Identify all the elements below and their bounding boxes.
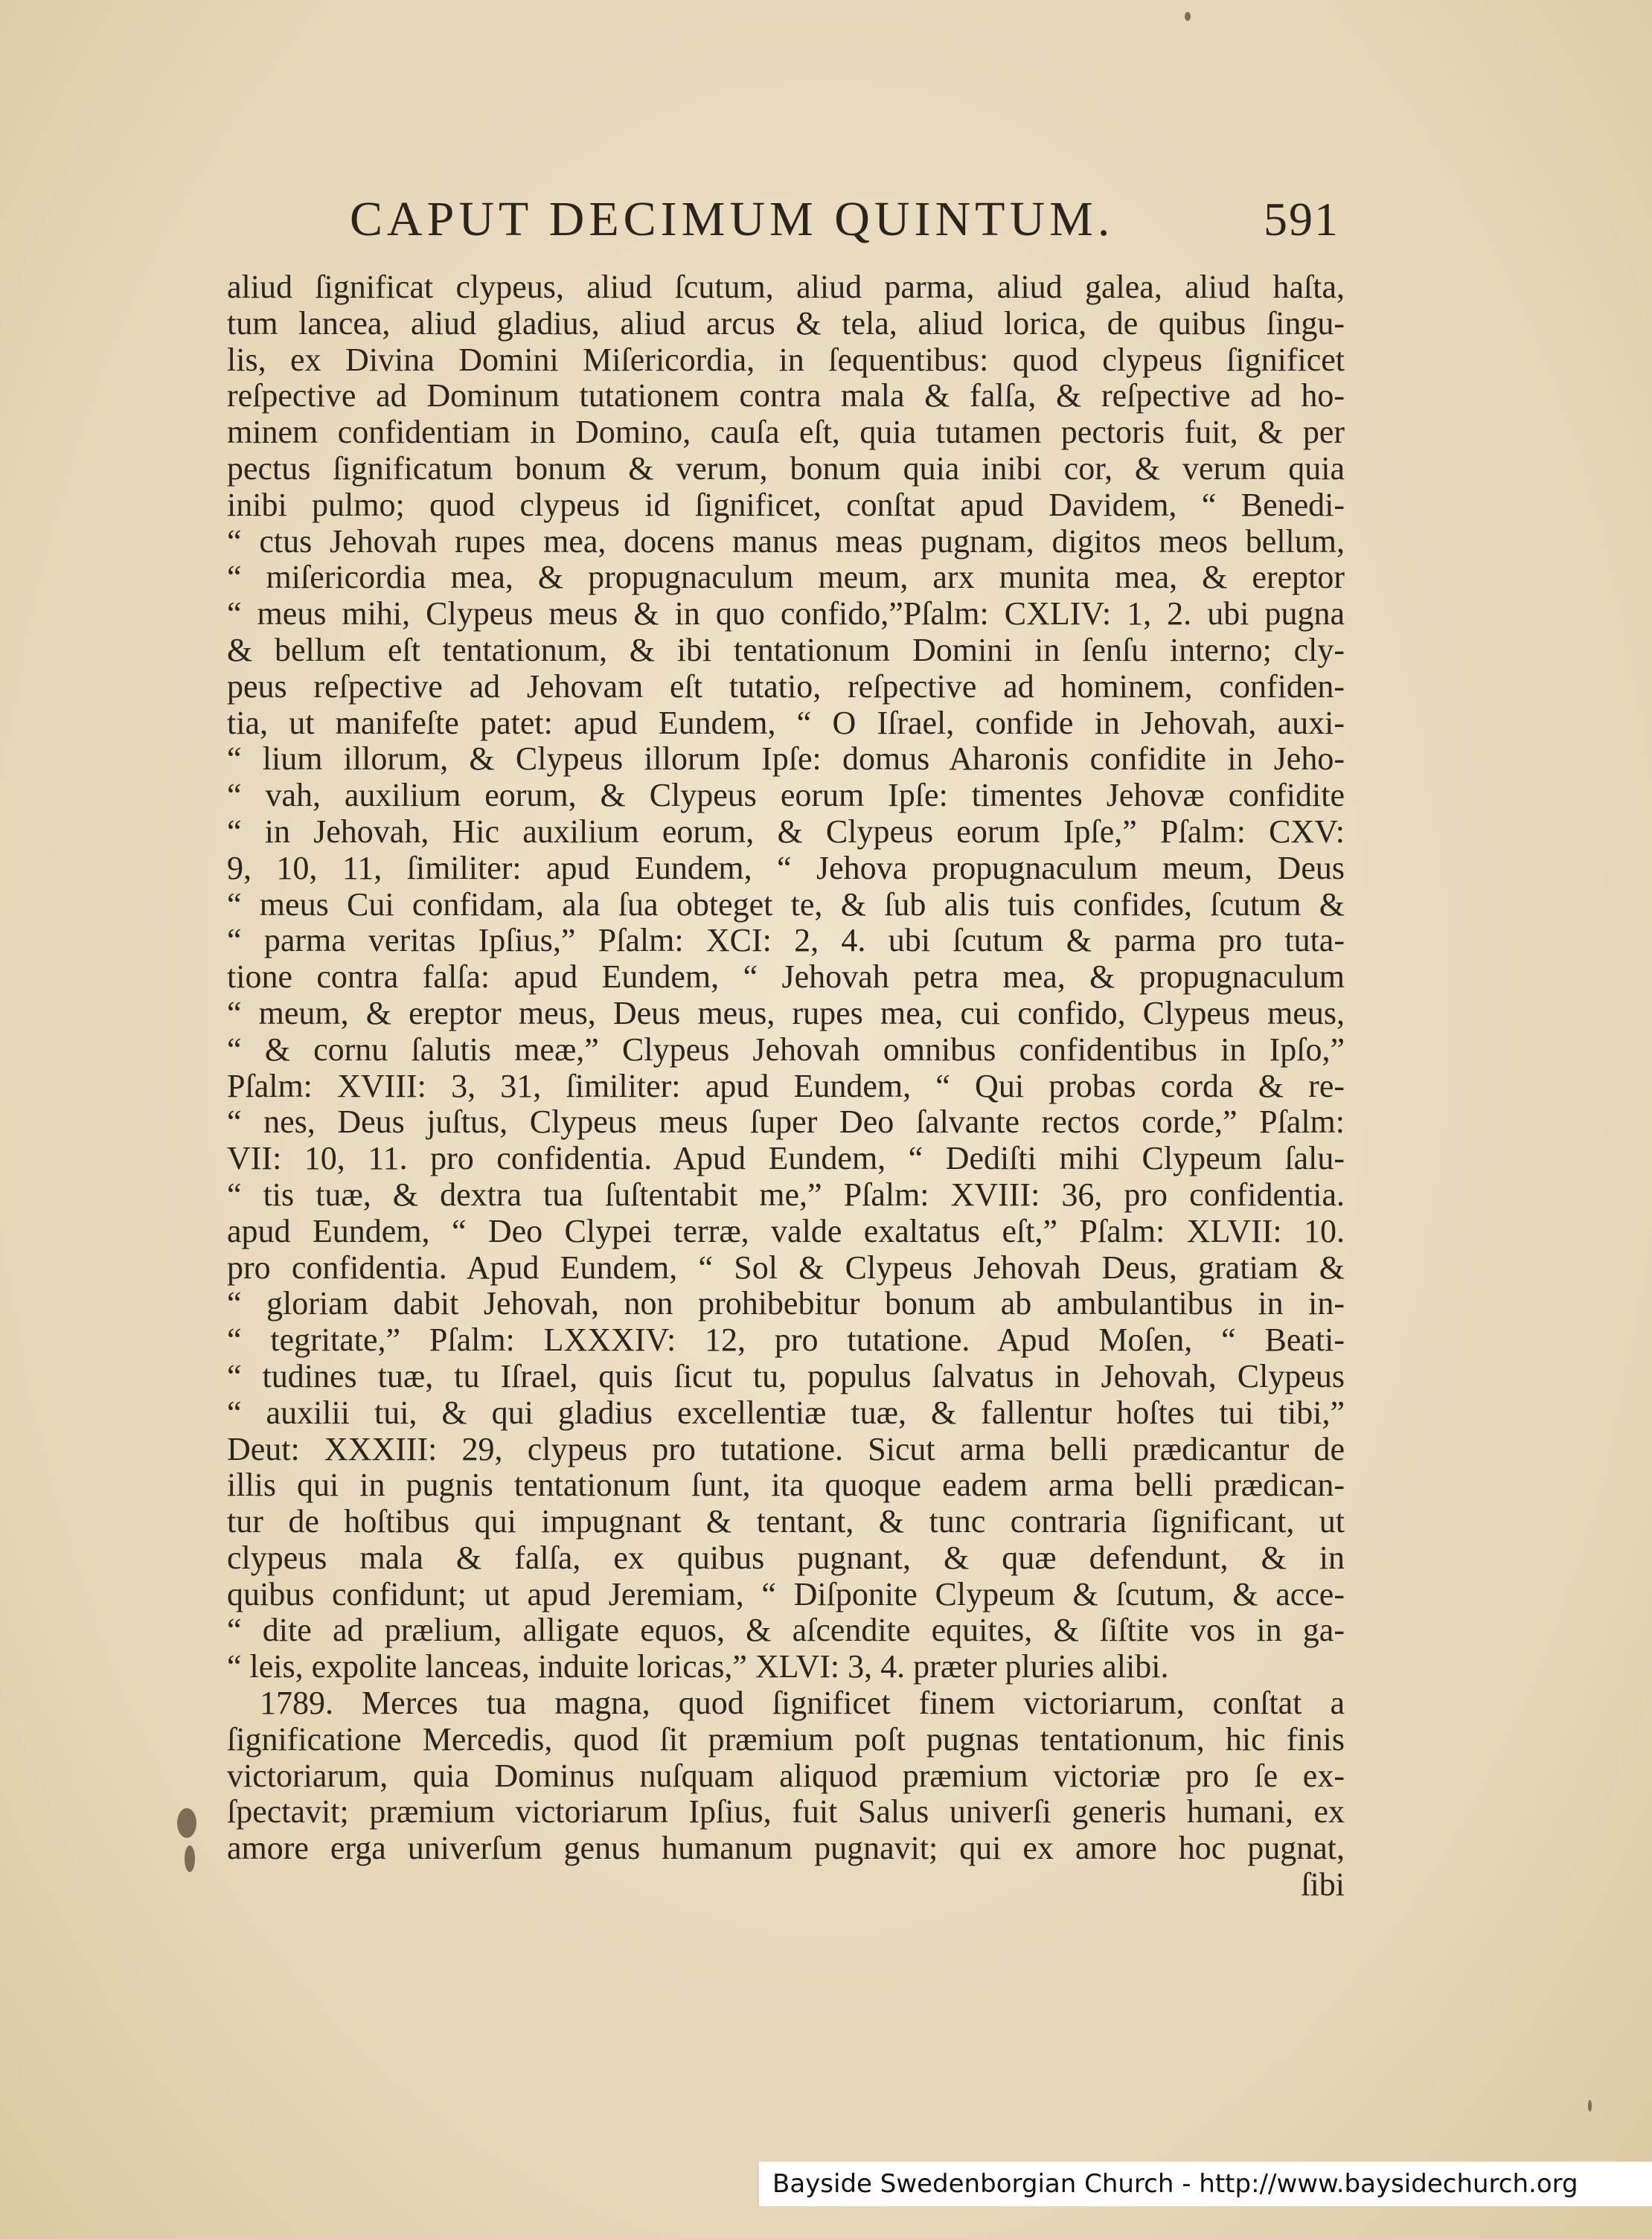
text-line: “ & cornu ſalutis meæ,” Clypeus Jehovah omnibus confidentibus in Ipſo,”	[227, 1031, 1345, 1068]
text-line: pectus ſignificatum bonum & verum, bonum quia inibi cor, & verum quia	[227, 450, 1345, 487]
page-header	[223, 186, 1339, 253]
ink-blot	[185, 1845, 195, 1872]
text-line: “ tudines tuæ, tu Iſrael, quis ſicut tu, populus ſalvatus in Jehovah, Clypeus	[227, 1358, 1345, 1394]
text-line: reſpective ad Dominum tutationem contra mala & falſa, & reſpective ad ho-	[227, 378, 1345, 414]
text-line: “ miſericordia mea, & propugnaculum meum, arx munita mea, & ereptor	[227, 560, 1345, 596]
text-line: “ meus Cui confidam, ala ſua obteget te, & ſub alis tuis confides, ſcutum &	[227, 886, 1345, 923]
running-head: CAPUT DECIMUM QUINTUM.	[350, 192, 1115, 246]
ink-speck	[1185, 12, 1191, 21]
text-line: minem confidentiam in Domino, cauſa eſt, quia tutamen pectoris fuit, & per	[227, 414, 1345, 451]
text-line: VII: 10, 11. pro confidentia. Apud Eundem, “ Dediſti mihi Clypeum ſalu-	[227, 1141, 1345, 1177]
text-line: “ parma veritas Ipſius,” Pſalm: XCI: 2, 4. ubi ſcutum & parma pro tuta-	[227, 923, 1345, 959]
text-line: Pſalm: XVIII: 3, 31, ſimiliter: apud Eundem, “ Qui probas corda & re-	[227, 1068, 1345, 1104]
text-line: “ gloriam dabit Jehovah, non prohibebitur bonum ab ambulantibus in in-	[227, 1286, 1345, 1322]
text-line: “ meus mihi, Clypeus meus & in quo confido,”Pſalm: CXLIV: 1, 2. ubi pugna	[227, 596, 1345, 632]
text-line: “ vah, auxilium eorum, & Clypeus eorum Ipſe: timentes Jehovæ confidite	[227, 778, 1345, 814]
text-line: quibus confidunt; ut apud Jeremiam, “ Diſponite Clypeum & ſcutum, & acce-	[227, 1576, 1345, 1612]
text-line: victoriarum, quia Dominus nuſquam aliquod præmium victoriæ pro ſe ex-	[227, 1758, 1345, 1794]
text-line: “ leis, expolite lanceas, induite loricas,” XLVI: 3, 4. præter pluries alibi.	[227, 1649, 1169, 1685]
text-line: tum lancea, aliud gladius, aliud arcus & tela, aliud lorica, de quibus ſingu-	[227, 305, 1345, 342]
text-line: “ tegritate,” Pſalm: LXXXIV: 12, pro tutatione. Apud Moſen, “ Beati-	[227, 1322, 1345, 1359]
text-line: “ meum, & ereptor meus, Deus meus, rupes mea, cui confido, Clypeus meus,	[227, 995, 1345, 1031]
text-line: tur de hoſtibus qui impugnant & tentant, & tunc contraria ſignificant, ut	[227, 1504, 1345, 1540]
text-line: illis qui in pugnis tentationum ſunt, ita quoque eadem arma belli prædican-	[227, 1467, 1345, 1504]
body-text	[227, 269, 1345, 1903]
watermark-text: Bayside Swedenborgian Church - http://www.baysidechurch.org	[772, 2169, 1578, 2199]
text-line: apud Eundem, “ Deo Clypei terræ, valde exaltatus eſt,” Pſalm: XLVII: 10.	[227, 1213, 1345, 1249]
text-line: “ ctus Jehovah rupes mea, docens manus meas pugnam, digitos meos bellum,	[227, 523, 1345, 560]
text-line: aliud ſignificat clypeus, aliud ſcutum, aliud parma, aliud galea, aliud haſta,	[227, 269, 1345, 305]
text-line: Deut: XXXIII: 29, clypeus pro tutatione. Sicut arma belli prædicantur de	[227, 1431, 1345, 1467]
text-line: 1789. Merces tua magna, quod ſignificet finem victoriarum, conſtat a	[260, 1685, 1345, 1722]
text-line: tia, ut manifeſte patet: apud Eundem, “ O Iſrael, confide in Jehovah, auxi-	[227, 705, 1345, 741]
text-line: “ auxilii tui, & qui gladius excellentiæ tuæ, & fallentur hoſtes tui tibi,”	[227, 1394, 1345, 1431]
watermark-bar	[759, 2162, 1652, 2206]
ink-speck	[1588, 2100, 1592, 2112]
text-line: ſpectavit; præmium victoriarum Ipſius, fuit Salus univerſi generis humani, ex	[227, 1794, 1345, 1830]
text-line: amore erga univerſum genus humanum pugnavit; qui ex amore hoc pugnat,	[227, 1830, 1345, 1867]
page-number: 591	[1264, 193, 1339, 246]
text-line: ſignificatione Mercedis, quod ſit præmium poſt pugnas tentationum, hic finis	[227, 1721, 1345, 1758]
text-line: “ in Jehovah, Hic auxilium eorum, & Clypeus eorum Ipſe,” Pſalm: CXV:	[227, 813, 1345, 850]
text-line: “ lium illorum, & Clypeus illorum Ipſe: domus Aharonis confidite in Jeho-	[227, 741, 1345, 778]
text-line: “ dite ad prælium, alligate equos, & aſcendite equites, & ſiſtite vos in ga-	[227, 1612, 1345, 1649]
text-line: clypeus mala & falſa, ex quibus pugnant, & quæ defendunt, & in	[227, 1540, 1345, 1576]
text-line: ſibi	[1301, 1867, 1345, 1903]
text-line: 9, 10, 11, ſimiliter: apud Eundem, “ Jehova propugnaculum meum, Deus	[227, 850, 1345, 886]
ink-blot	[177, 1808, 196, 1838]
text-line: inibi pulmo; quod clypeus id ſignificet, conſtat apud Davidem, “ Benedi-	[227, 487, 1345, 523]
text-line: “ nes, Deus juſtus, Clypeus meus ſuper Deo ſalvante rectos corde,” Pſalm:	[227, 1104, 1345, 1141]
text-line: lis, ex Divina Domini Miſericordia, in ſequentibus: quod clypeus ſignificet	[227, 342, 1345, 378]
text-line: peus reſpective ad Jehovam eſt tutatio, reſpective ad hominem, confiden-	[227, 668, 1345, 705]
text-line: tione contra falſa: apud Eundem, “ Jehovah petra mea, & propugnaculum	[227, 959, 1345, 996]
text-line: & bellum eſt tentationum, & ibi tentationum Domini in ſenſu interno; cly-	[227, 632, 1345, 668]
text-line: pro confidentia. Apud Eundem, “ Sol & Clypeus Jehovah Deus, gratiam &	[227, 1249, 1345, 1286]
text-line: “ tis tuæ, & dextra tua ſuſtentabit me,” Pſalm: XVIII: 36, pro confidentia.	[227, 1176, 1345, 1213]
